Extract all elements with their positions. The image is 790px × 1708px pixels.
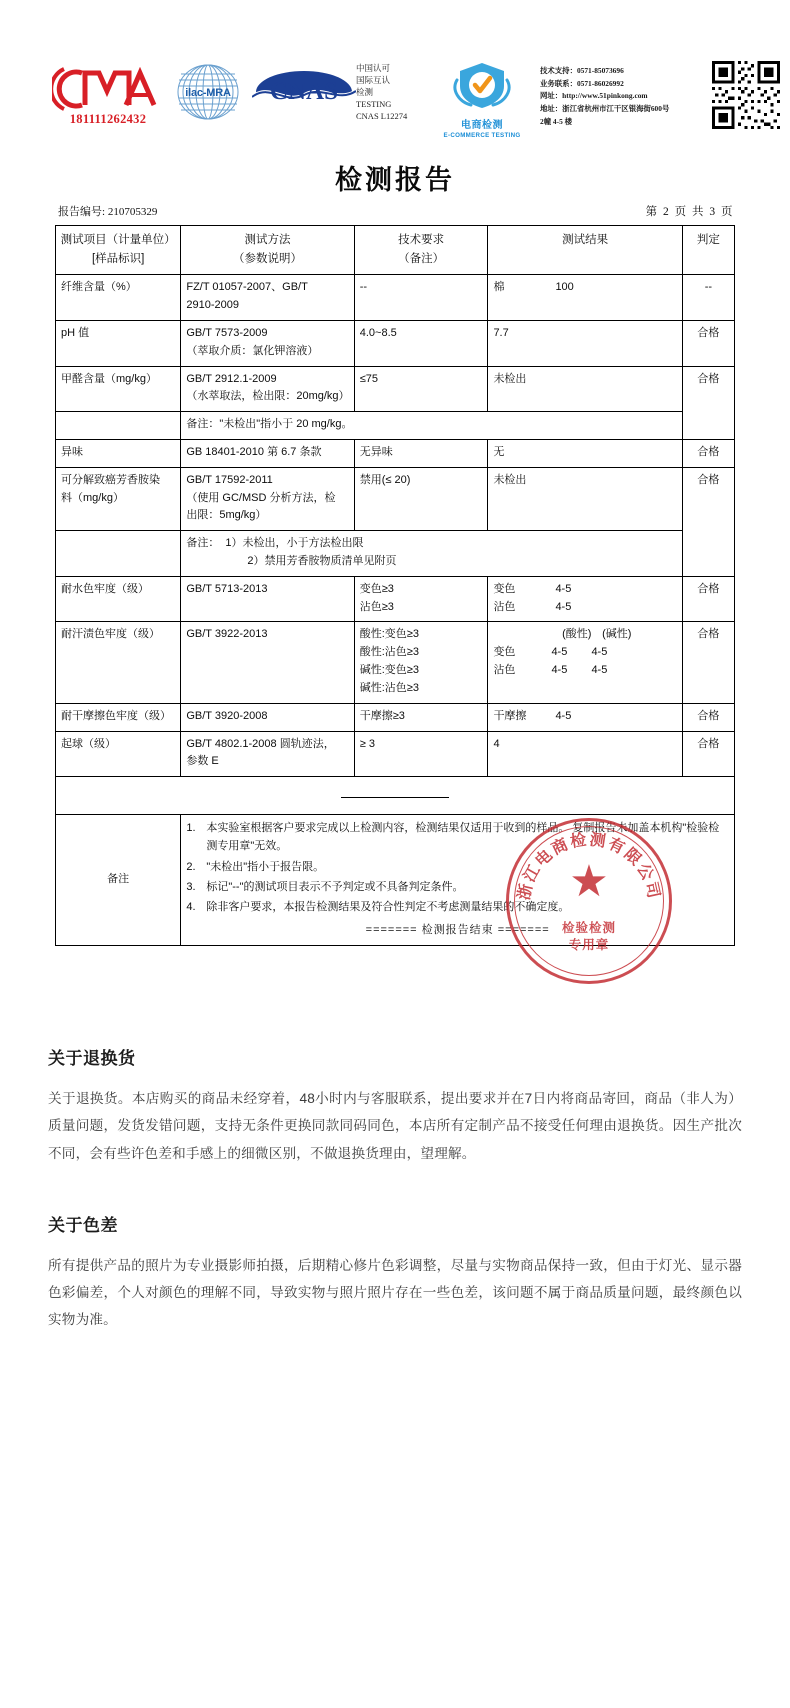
list-item <box>186 878 729 896</box>
test-results-table <box>55 225 735 946</box>
report-end-line: ======= 检测报告结束 ======= <box>365 924 550 937</box>
section-color-difference <box>48 1211 742 1334</box>
remark-number-2: 2. <box>186 860 196 873</box>
contact-address-line-2: 2幢 4-5 楼 <box>540 116 573 126</box>
contact-address-line-1: 地址：浙江省杭州市江干区银海街600号 <box>540 104 670 114</box>
col-header-method-l1: 测试方法 <box>244 234 291 246</box>
cma-mark-icon <box>52 67 164 111</box>
remark-text-1: 本实验室根据客户要求完成以上检测内容，检测结果仅适用于收到的样品。 复制报告未加盖本机构"检验检测专用章"无效。 <box>206 822 720 853</box>
contact-business: 业务联系：0571-86026992 <box>540 78 624 88</box>
cell-method-dry-rubbing: GB/T 3920-2008 <box>181 703 354 731</box>
result-fiber-key: 棉 <box>493 281 505 294</box>
col-header-item-l1: 测试项目（计量单位） <box>60 234 176 246</box>
report-number-label: 报告编号: <box>58 206 106 218</box>
ilac-label: ilac-MRA <box>185 87 231 99</box>
result-dry-key: 干摩擦 <box>493 709 527 722</box>
table-row <box>56 703 735 731</box>
cnas-line-5: CNAS L12274 <box>356 111 408 122</box>
qr-code-icon <box>712 61 780 129</box>
method-azo-l3: 出限：5mg/kg） <box>186 509 267 522</box>
method-azo-l2: （使用 GC/MSD 分析方法，检 <box>186 491 336 504</box>
col-header-method <box>181 226 354 275</box>
cell-req-water-fastness <box>354 576 488 622</box>
ilac-mra-logo <box>164 55 252 123</box>
contact-info <box>530 55 712 129</box>
cell-item-formaldehyde: 甲醛含量（mg/kg） <box>56 366 181 412</box>
cnas-line-2: 国际互认 <box>356 75 391 86</box>
table-row-note <box>56 412 735 440</box>
req-persp-2: 酸性:沾色≥3 <box>359 646 419 659</box>
cell-req-azo: 禁用(≤ 20) <box>354 467 488 530</box>
col-header-result-l1: 测试结果 <box>562 234 609 246</box>
remarks-list <box>186 819 729 916</box>
cell-item-pilling: 起球（级） <box>56 731 181 777</box>
cell-item-dry-rubbing: 耐干摩擦色牢度（级） <box>56 703 181 731</box>
cell-verdict-formaldehyde: 合格 <box>682 366 734 439</box>
table-row <box>56 320 735 366</box>
cnas-icon <box>252 69 356 115</box>
cell-result-fiber <box>488 275 682 321</box>
req-water-2: 沾色≥3 <box>359 600 394 613</box>
cell-item-ph: pH 值 <box>56 320 181 366</box>
cell-item-perspiration: 耐汗渍色牢度（级） <box>56 622 181 703</box>
cnas-logo <box>252 55 356 120</box>
cell-method-ph <box>181 320 354 366</box>
table-row <box>56 467 735 530</box>
cell-spacer-azo <box>56 531 181 577</box>
section-returns-heading: 关于退换货 <box>48 1049 136 1069</box>
remark-number-1: 1. <box>186 822 196 835</box>
cell-verdict-pilling: 合格 <box>682 731 734 777</box>
separator-dash <box>61 781 729 809</box>
col-header-verdict-l1: 判定 <box>696 234 720 246</box>
result-persp-key-2: 沾色 <box>493 664 516 677</box>
cell-spacer-formaldehyde <box>56 412 181 440</box>
remark-text-3: 标记"--"的测试项目表示不予判定或不具备判定条件。 <box>206 880 464 893</box>
report-number-block <box>58 203 157 219</box>
cma-cert-number: 181111262432 <box>69 112 147 126</box>
list-item <box>186 858 729 876</box>
cell-result-water-fastness <box>488 576 682 622</box>
table-row <box>56 622 735 703</box>
page-title: 检测报告 <box>335 165 455 195</box>
method-ph-l1: GB/T 7573-2009 <box>186 326 268 339</box>
cell-item-odour: 异味 <box>56 439 181 467</box>
cell-verdict-azo: 合格 <box>682 467 734 576</box>
report-number-value: 210705329 <box>107 206 158 218</box>
table-row-note <box>56 531 735 577</box>
section-returns-body: 关于退换货。本店购买的商品未经穿着，48小时内与客服联系，提出要求并在7日内将商品寄回，商品（非人为）质量问题，发货发错问题，支持无条件更换同款同码同色，本店所有定制产品不接受任何理由退换货。因生产批次不同，会有些许色差和手感上的细微区别，不做退换货理由，望理解。 <box>48 1091 742 1161</box>
cell-method-pilling <box>181 731 354 777</box>
cma-logo <box>52 55 164 127</box>
col-header-verdict <box>682 226 734 275</box>
method-fiber-l1: FZ/T 01057-2007、GB/T <box>186 281 308 294</box>
cell-note-azo <box>181 531 682 577</box>
cell-req-pilling: ≥ 3 <box>354 731 488 777</box>
shield-check-icon <box>451 60 513 110</box>
list-item <box>186 898 729 916</box>
table-header-row <box>56 226 735 275</box>
cell-verdict-water-fastness: 合格 <box>682 576 734 622</box>
item-azo-l2: 料（mg/kg） <box>61 491 124 504</box>
section-color-heading: 关于色差 <box>48 1215 118 1235</box>
cell-req-formaldehyde: ≤75 <box>354 366 488 412</box>
contact-website: 网址：http://www.51pinkong.com <box>540 91 648 101</box>
seal-line-1: 检验检测 <box>561 921 616 936</box>
remark-number-3: 3. <box>186 880 196 893</box>
cell-item-water-fastness: 耐水色牢度（级） <box>56 576 181 622</box>
col-header-requirement-l1: 技术要求 <box>398 234 445 246</box>
cell-req-odour: 无异味 <box>354 439 488 467</box>
remark-number-4: 4. <box>186 901 196 914</box>
ecommerce-testing-logo <box>434 55 530 139</box>
result-water-key-1: 变色 <box>493 582 516 595</box>
cell-req-perspiration <box>354 622 488 703</box>
cell-verdict-perspiration: 合格 <box>682 622 734 703</box>
note-azo-head: 备注： <box>186 537 220 550</box>
table-row <box>56 275 735 321</box>
report-meta <box>0 203 790 219</box>
result-dry-value: 4-5 <box>555 709 572 722</box>
cell-verdict-ph: 合格 <box>682 320 734 366</box>
result-water-value-1: 4-5 <box>555 582 572 595</box>
cell-result-ph: 7.7 <box>488 320 682 366</box>
pagination: 第 2 页 共 3 页 <box>645 206 734 218</box>
policy-sections <box>0 946 790 1333</box>
contact-tech-support: 技术支持：0571-85073696 <box>540 66 624 75</box>
req-persp-4: 碱性:沾色≥3 <box>359 681 419 694</box>
req-persp-1: 酸性:变色≥3 <box>359 628 419 641</box>
method-ph-l2: （萃取介质：氯化钾溶液） <box>186 344 319 357</box>
seal-company-name: 浙江电商检测有限公司 <box>515 831 663 902</box>
result-fiber-value: 100 <box>555 281 574 294</box>
result-persp-alkali-1: 4-5 <box>591 646 608 659</box>
cell-verdict-dry-rubbing: 合格 <box>682 703 734 731</box>
cell-method-water-fastness: GB/T 5713-2013 <box>181 576 354 622</box>
req-water-1: 变色≥3 <box>359 582 394 595</box>
table-row-remarks <box>56 815 735 946</box>
cell-separator <box>56 777 735 815</box>
cnas-accreditation-text <box>356 55 434 122</box>
cnas-line-4: TESTING <box>356 99 392 110</box>
result-water-value-2: 4-5 <box>555 600 572 613</box>
col-header-item <box>56 226 181 275</box>
note-azo-1: 1）未检出，小于方法检出限 <box>225 537 364 550</box>
note-azo-2: 2）禁用芳香胺物质清单见附页 <box>247 555 397 567</box>
cell-method-perspiration: GB/T 3922-2013 <box>181 622 354 703</box>
method-pilling-l1: GB/T 4802.1-2008 圆轨迹法， <box>186 737 335 750</box>
remark-text-4: 除非客户要求，本报告检测结果及符合性判定不考虑测量结果的不确定度。 <box>206 901 570 914</box>
remarks-label: 备注 <box>56 815 181 946</box>
table-row <box>56 731 735 777</box>
cell-method-fiber <box>181 275 354 321</box>
cma-icon <box>52 67 164 111</box>
results-table-wrap <box>0 219 790 946</box>
result-persp-acid-2: 4-5 <box>551 664 568 677</box>
method-fiber-l2: 2910-2009 <box>186 299 239 312</box>
result-persp-alkali-2: 4-5 <box>591 664 608 677</box>
cell-result-dry-rubbing <box>488 703 682 731</box>
cell-result-perspiration <box>488 622 682 703</box>
section-returns <box>48 1044 742 1167</box>
list-item <box>186 819 729 856</box>
cell-req-dry-rubbing: 干摩擦≥3 <box>354 703 488 731</box>
cell-note-formaldehyde: 备注："未检出"指小于 20 mg/kg。 <box>181 412 682 440</box>
cell-item-fiber: 纤维含量（%） <box>56 275 181 321</box>
cell-req-ph: 4.0~8.5 <box>354 320 488 366</box>
cell-verdict-fiber: -- <box>682 275 734 321</box>
col-header-requirement <box>354 226 488 275</box>
cell-req-fiber: -- <box>354 275 488 321</box>
method-azo-l1: GB/T 17592-2011 <box>186 473 273 486</box>
qr-code <box>712 55 790 134</box>
cell-method-formaldehyde <box>181 366 354 412</box>
result-water-key-2: 沾色 <box>493 600 516 613</box>
table-row <box>56 439 735 467</box>
ecommerce-en-label: E-COMMERCE TESTING <box>443 132 521 139</box>
cell-method-azo <box>181 467 354 530</box>
section-color-body: 所有提供产品的照片为专业摄影师拍摄，后期精心修片色彩调整，尽量与实物商品保持一致，但由于灯光、显示器色彩偏差，个人对颜色的理解不同，导致实物与照片照片存在一些色差，该问题不属于商品质量问题，最终颜色以实物为准。 <box>48 1257 742 1328</box>
method-formaldehyde-l2: （水萃取法，检出限：20mg/kg） <box>186 390 350 403</box>
remark-text-2: "未检出"指小于报告限。 <box>206 860 325 873</box>
star-icon: ★ <box>569 856 609 906</box>
report-header <box>0 55 790 150</box>
ilac-badge-icon <box>170 63 246 123</box>
result-persp-key-1: 变色 <box>493 646 516 659</box>
cell-result-pilling: 4 <box>488 731 682 777</box>
cnas-line-3: 检测 <box>356 87 374 98</box>
cell-item-azo <box>56 467 181 530</box>
col-header-requirement-l2: （备注） <box>398 252 445 265</box>
item-azo-l1: 可分解致癌芳香胺染 <box>61 473 160 486</box>
col-header-result <box>488 226 682 275</box>
seal-line-2: 专用章 <box>568 938 610 953</box>
remarks-cell <box>181 815 735 946</box>
col-header-item-l2: [样品标识] <box>91 252 145 265</box>
table-row <box>56 366 735 412</box>
svg-text:CNAS: CNAS <box>269 78 339 105</box>
cell-method-odour: GB 18401-2010 第 6.7 条款 <box>181 439 354 467</box>
ecommerce-cn-label: 电商检测 <box>461 120 503 131</box>
cnas-line-1: 中国认可 <box>356 63 391 73</box>
method-formaldehyde-l1: GB/T 2912.1-2009 <box>186 372 277 385</box>
cell-result-azo: 未检出 <box>488 467 682 530</box>
result-persp-head-alkali: (碱性) <box>602 628 632 641</box>
req-persp-3: 碱性:变色≥3 <box>359 664 419 677</box>
accreditation-logo-row <box>0 55 790 139</box>
table-row-separator <box>56 777 735 815</box>
result-persp-acid-1: 4-5 <box>551 646 568 659</box>
result-persp-head-acid: (酸性) <box>562 628 592 641</box>
cell-result-odour: 无 <box>488 439 682 467</box>
method-pilling-l2: 参数 E <box>186 755 219 768</box>
cell-result-formaldehyde: 未检出 <box>488 366 682 412</box>
cell-verdict-odour: 合格 <box>682 439 734 467</box>
table-row <box>56 576 735 622</box>
col-header-method-l2: （参数说明） <box>233 252 303 265</box>
